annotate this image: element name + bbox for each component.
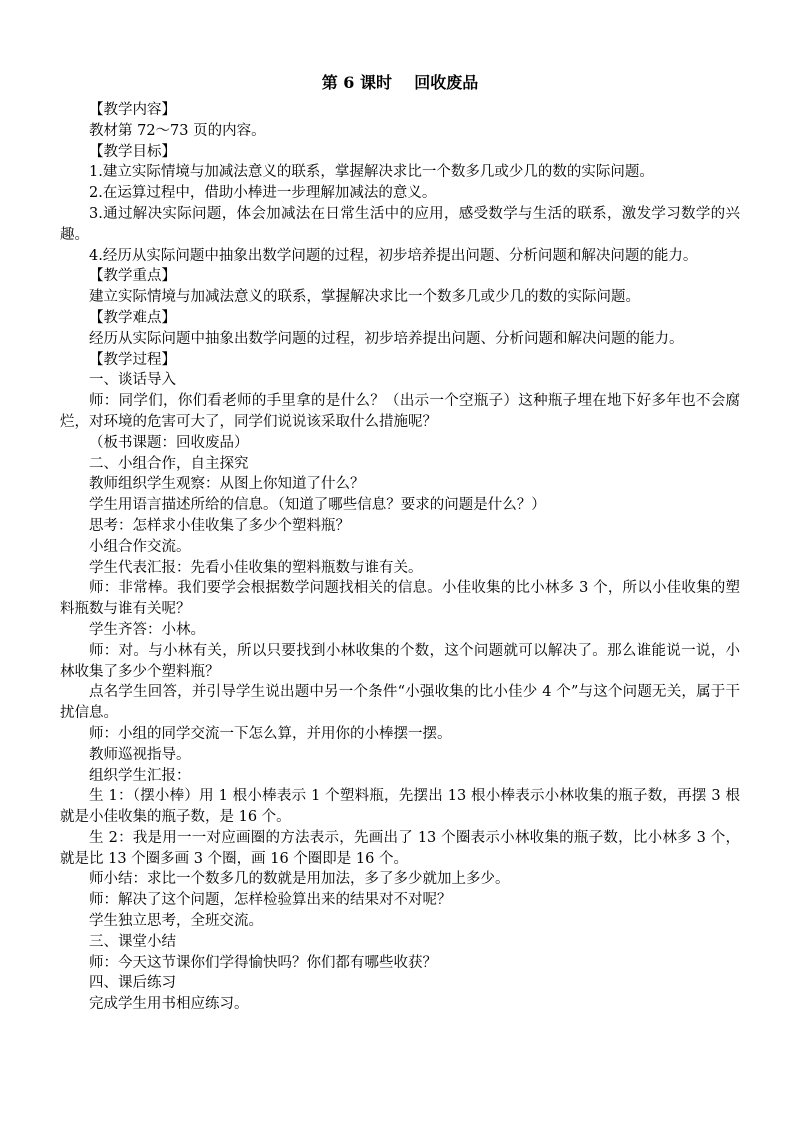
paragraph: 完成学生用书相应练习。 [89,996,249,1013]
objective-item: 4.经历从实际问题中抽象出数学问题的过程，初步培养提出问题、分析问题和解决问题的能力。 [89,247,698,264]
paragraph: 教师巡视指导。 [89,746,191,763]
section-heading-difficulties: 【教学难点】 [89,309,176,326]
paragraph: 教师组织学生观察：从图上你知道了什么？ [89,476,365,493]
objective-item: 2.在运算过程中，借助小棒进一步理解加减法的意义。 [89,185,437,202]
paragraph: 生 1：（摆小棒）用 1 根小棒表示 1 个塑料瓶，先摆出 13 根小棒表示小林收集的瓶子数，再摆 3 根就是小佳收集的瓶子数，是 16 个。 [60,788,740,826]
paragraph: 师：小组的同学交流一下怎么算，并用你的小棒摆一摆。 [89,725,452,742]
paragraph: 学生代表汇报：先看小佳收集的塑料瓶数与谁有关。 [89,559,423,576]
paragraph: 学生独立思考，全班交流。 [89,913,263,930]
subsection-heading: 二、小组合作，自主探究 [89,455,249,472]
subsection-heading: 四、课后练习 [89,975,176,992]
objective-item: 1.建立实际情境与加减法意义的联系，掌握解决求比一个数多几或少几的数的实际问题。 [89,164,654,181]
paragraph: 思考：怎样求小佳收集了多少个塑料瓶？ [89,517,350,534]
paragraph: 建立实际情境与加减法意义的联系，掌握解决求比一个数多几或少几的数的实际问题。 [89,289,640,306]
paragraph: 师：非常棒。我们要学会根据数学问题找相关的信息。小佳收集的比小林多 3 个，所以小佳收集的塑料瓶数与谁有关呢？ [60,580,740,618]
paragraph: 组织学生汇报： [89,767,191,784]
paragraph: 教材第 72～73 页的内容。 [89,122,266,139]
paragraph: 生 2：我是用一一对应画圈的方法表示，先画出了 13 个圈表示小林收集的瓶子数，比小林多 3 个，就是比 13 个圈多画 3 个圈，画 16 个圈即是 16 个。 [60,829,740,867]
paragraph: 师小结：求比一个数多几的数就是用加法，多了多少就加上多少。 [89,871,510,888]
paragraph: 小组合作交流。 [89,538,191,555]
paragraph: 学生用语言描述所给的信息。（知道了哪些信息？要求的问题是什么？） [89,497,546,514]
section-heading-process: 【教学过程】 [89,351,176,368]
paragraph: 师：今天这节课你们学得愉快吗？你们都有哪些收获？ [89,954,437,971]
paragraph: 师：对。与小林有关，所以只要找到小林收集的个数，这个问题就可以解决了。那么谁能说一说，小林收集了多少个塑料瓶？ [60,642,740,680]
paragraph: 师：解决了这个问题，怎样检验算出来的结果对不对呢？ [89,892,452,909]
subsection-heading: 一、谈话导入 [89,372,176,389]
section-heading-objectives: 【教学目标】 [89,143,176,160]
paragraph: （板书课题：回收废品） [89,434,249,451]
document-page [60,68,740,1015]
subsection-heading: 三、课堂小结 [89,933,176,950]
paragraph: 点名学生回答，并引导学生说出题中另一个条件“小强收集的比小佳少 4 个”与这个问题无关，属于干扰信息。 [60,684,740,722]
section-heading-content: 【教学内容】 [89,102,176,118]
paragraph: 学生齐答：小林。 [89,621,205,638]
section-heading-key-points: 【教学重点】 [89,268,176,285]
page-title: 第 6 课时 回收废品 [321,73,479,92]
paragraph: 经历从实际问题中抽象出数学问题的过程，初步培养提出问题、分析问题和解决问题的能力。 [89,330,684,347]
objective-item: 3.通过解决实际问题，体会加减法在日常生活中的应用，感受数学与生活的联系，激发学习数学的兴趣。 [60,205,740,243]
paragraph: 师：同学们，你们看老师的手里拿的是什么？（出示一个空瓶子）这种瓶子埋在地下好多年也不会腐烂，对环境的危害可大了，同学们说说该采取什么措施呢？ [60,393,740,430]
